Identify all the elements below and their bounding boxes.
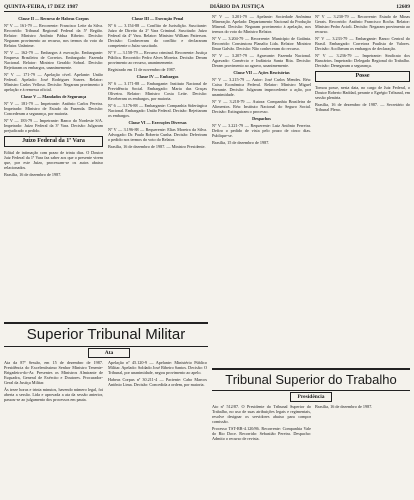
ata-label: Ata <box>88 348 130 358</box>
paragraph: Brasília, 16 de dezembro de 1987. — Secretário do Tribunal Pleno. <box>315 102 410 112</box>
paragraph: Brasília, 16 de dezembro de 1987. — Ministro Presidente. <box>108 144 206 149</box>
stm-column-right <box>108 360 207 496</box>
column-1 <box>4 14 103 320</box>
paragraph: Apelação nº 45.120-9 — Apelante: Ministério Público Militar. Apelado: Soldado José Ribeiro Santos. Decisão: O Tribunal, por unanimidade, negou provimento ao apelo. <box>108 360 207 375</box>
section-heading: Classe V — Mandados de Segurança <box>20 94 87 99</box>
section-heading: Classe VI — Execuções Diversas <box>128 120 187 125</box>
paragraph: Nº V — 3.196-88 — Requerente: Elias Moreira da Silva. Advogado: Dr. Paulo Roberto Cunha. Decisão: Deferiram o pedido nos termos do voto do Relator. <box>108 127 207 142</box>
paragraph: Nº V — 3.233-79 — Embargante: Banco Central do Brasil. Embargado: Corretora Paulista de Valores. Decisão: Acolheram os embargos de declaração. <box>315 36 410 51</box>
boxed-heading: Juízo Federal da 1ª Vara <box>4 136 103 147</box>
paragraph: Brasília, 15 de dezembro de 1987. <box>212 140 270 145</box>
stm-banner: Superior Tribunal Militar <box>4 322 208 347</box>
paragraph: Nº V — 3.230-79 — Recorrente: Estado de Minas Gerais. Recorrido: Antônio Francisco Rocha. Relator: Ministro Pedro Acioli. Decisão: Negaram provimento ao recurso. <box>315 14 410 34</box>
paragraph: Brasília, 16 de dezembro de 1987. <box>315 404 373 409</box>
paragraph: Nº V — 3.204-79 — Recorrente: Município de Goiânia. Recorrido: Construtora Planalto Ltda. Relator: Ministro Ilmar Galvão. Decisão: Não conheceram do recurso. <box>212 36 311 51</box>
paragraph: Tomou posse, nesta data, no cargo de Juiz Federal, o Doutor Roberto Haddad, perante o Egrégio Tribunal, em sessão plenária. <box>315 85 410 100</box>
paragraph: Brasília, 16 de dezembro de 1987. <box>4 172 62 177</box>
boxed-heading: Posse <box>315 71 410 82</box>
header-title: DIÁRIO DA JUSTIÇA <box>209 3 265 10</box>
paragraph: Ata da 87ª Sessão, em 15 de dezembro de 1987. Presidência do Excelentíssimo Senhor Ministro Tenente-Brigadeiro-do-Ar. Presentes os Ministros Almirante de Esquadra, General de Exército e Doutores. Procurador-Geral da Justiça Militar. <box>4 360 103 385</box>
paragraph: Nº V — 3.215-79 — Autor: José Carlos Mendes. Réu: Caixa Econômica Federal. Relator: Ministro Miguel Ferrante. Decisão: Julgaram improcedente a ação, por unanimidade. <box>212 77 311 97</box>
paragraph: Nº V — 3.158-79 — Recurso criminal. Recorrente: Justiça Pública. Recorrido: Pedro Alves Moreira. Decisão: Deram provimento ao recurso, unanimemente. <box>108 50 207 65</box>
paragraph: Nº 6 — 3.171-88 — Embargante: Instituto Nacional de Previdência Social. Embargado: Maria das Graças Oliveira. Relator: Ministro Costa Leite. Decisão: Receberam os embargos, por maioria. <box>108 81 207 101</box>
paragraph: Nº V — 3.207-79 — Agravante: Fazenda Nacional. Agravado: Comércio e Indústria Santa Rita. Decisão: Deram provimento ao agravo, unanimemente. <box>212 53 311 68</box>
section-heading: Classe III — Execução Penal <box>131 16 184 21</box>
paragraph: Ato nº 512/87. O Presidente do Tribunal Superior do Trabalho, no uso de suas atribuições legais e regimentais, resolve designar os servidores abaixo para compor comissão. <box>212 404 311 424</box>
column-2 <box>108 14 207 320</box>
paragraph: Nº V — 161-79 — Recorrente: Francisco Leite da Silva. Recorrido: Tribunal Regional Federal da 5ª Região. Relator: Ministro Antônio Pádua Ribeiro. Decisão: Negaram provimento ao recurso, nos termos do voto do Relator. Unânime. <box>4 23 103 48</box>
section-heading: Despachos <box>252 116 271 121</box>
column-4 <box>315 14 410 364</box>
presidencia-label: Presidência <box>290 392 332 402</box>
paragraph: Processo TST-RR-4.120/86. Recorrente: Companhia Vale do Rio Doce. Recorrido: Sebastião Pereira. Despacho: Admito o recurso de revista. <box>212 426 311 441</box>
tst-column-left <box>212 404 311 496</box>
paragraph: Nº V — 162-79 — Embargos à execução. Embargante: Empresa Brasileira de Correios. Embargado: Fazenda Nacional. Relator: Ministro Geraldo Sobral. Decisão: Rejeitaram os embargos, unanimemente. <box>4 50 103 70</box>
paragraph: Nº V — 181-79 — Impetrante: Antônio Carlos Pereira. Impetrado: Ministro de Estado da Fazenda. Decisão: Concederam a segurança, por maioria. <box>4 101 103 116</box>
header-date: QUINTA-FEIRA, 17 DEZ 1987 <box>4 3 78 10</box>
paragraph: Nº V — 183-79 — Impetrante: Banco do Nordeste S/A. Impetrado: Juízo Federal da 3ª Vara. Decisão: Julgaram prejudicado o pedido. <box>4 118 103 133</box>
paragraph: Edital de intimação com prazo de trinta dias. O Doutor Juiz Federal da 1ª Vara faz saber aos que o presente virem que, por este Juízo, processam-se os autos abaixo relacionados. <box>4 150 103 170</box>
paragraph: Registrado em 11 de novembro de 1987. <box>108 67 176 72</box>
column-3 <box>212 14 311 364</box>
paragraph: Nº V — 3.201-79 — Apelante: Sociedade Anônima Mineração. Apelado: Departamento Nacional da Produção Mineral. Decisão: Negaram provimento à apelação, nos termos do voto do Ministro Relator. <box>212 14 311 34</box>
paragraph: Nº V — 171-79 — Apelação cível. Apelante: União Federal. Apelado: José Rodrigues Soares. Relator: Ministro Carlos Velloso. Decisão: Negaram provimento à apelação e à remessa oficial. <box>4 72 103 92</box>
page-header <box>4 2 410 12</box>
paragraph: Nº V — 3.218-79 — Autora: Companhia Brasileira de Alimentos. Réu: Instituto Nacional do Seguro Social. Decisão: Extinguiram o processo. <box>212 99 311 114</box>
paragraph: Nº 6 — 3.176-88 — Embargante: Companhia Siderúrgica Nacional. Embargado: União Federal. Decisão: Rejeitaram os embargos. <box>108 103 207 118</box>
paragraph: Habeas Corpus nº 30.211-4 — Paciente: Cabo Marcos Antônio Lima. Decisão: Concedida a ordem, por maioria. <box>108 377 207 387</box>
section-heading: Classe II — Recurso de Habeas Corpus <box>18 16 89 21</box>
page-number: 12609 <box>396 3 410 10</box>
stm-column-left <box>4 360 103 496</box>
tst-column-right <box>315 404 410 496</box>
paragraph: Nº V — 3.221-79 — Requerente: Luiz Antônio Ferreira. Defiro o pedido de vista pelo prazo de cinco dias. Publique-se. <box>212 123 311 138</box>
section-heading: Classe IV — Embargos <box>136 74 179 79</box>
paragraph: Nº 6 — 3.154-88 — Conflito de Jurisdição. Suscitante: Juízo de Direito da 2ª Vara Criminal. Suscitado: Juízo Federal da 4ª Vara. Relator: Ministro William Patterson. Decisão: Conheceram do conflito e declararam competente o Juízo suscitado. <box>108 23 207 48</box>
tst-banner: Tribunal Superior do Trabalho <box>212 368 410 391</box>
paragraph: Nº V — 3.236-79 — Impetrante: Sindicato dos Bancários. Impetrado: Delegado Regional do Trabalho. Decisão: Denegaram a segurança. <box>315 53 410 68</box>
paragraph: Às treze horas e trinta minutos, havendo número legal, foi aberta a sessão. Lida e aprovada a ata da sessão anterior, passou-se ao julgamento dos processos em pauta. <box>4 387 103 402</box>
section-heading: Classe VII — Ações Rescisórias <box>233 70 290 75</box>
